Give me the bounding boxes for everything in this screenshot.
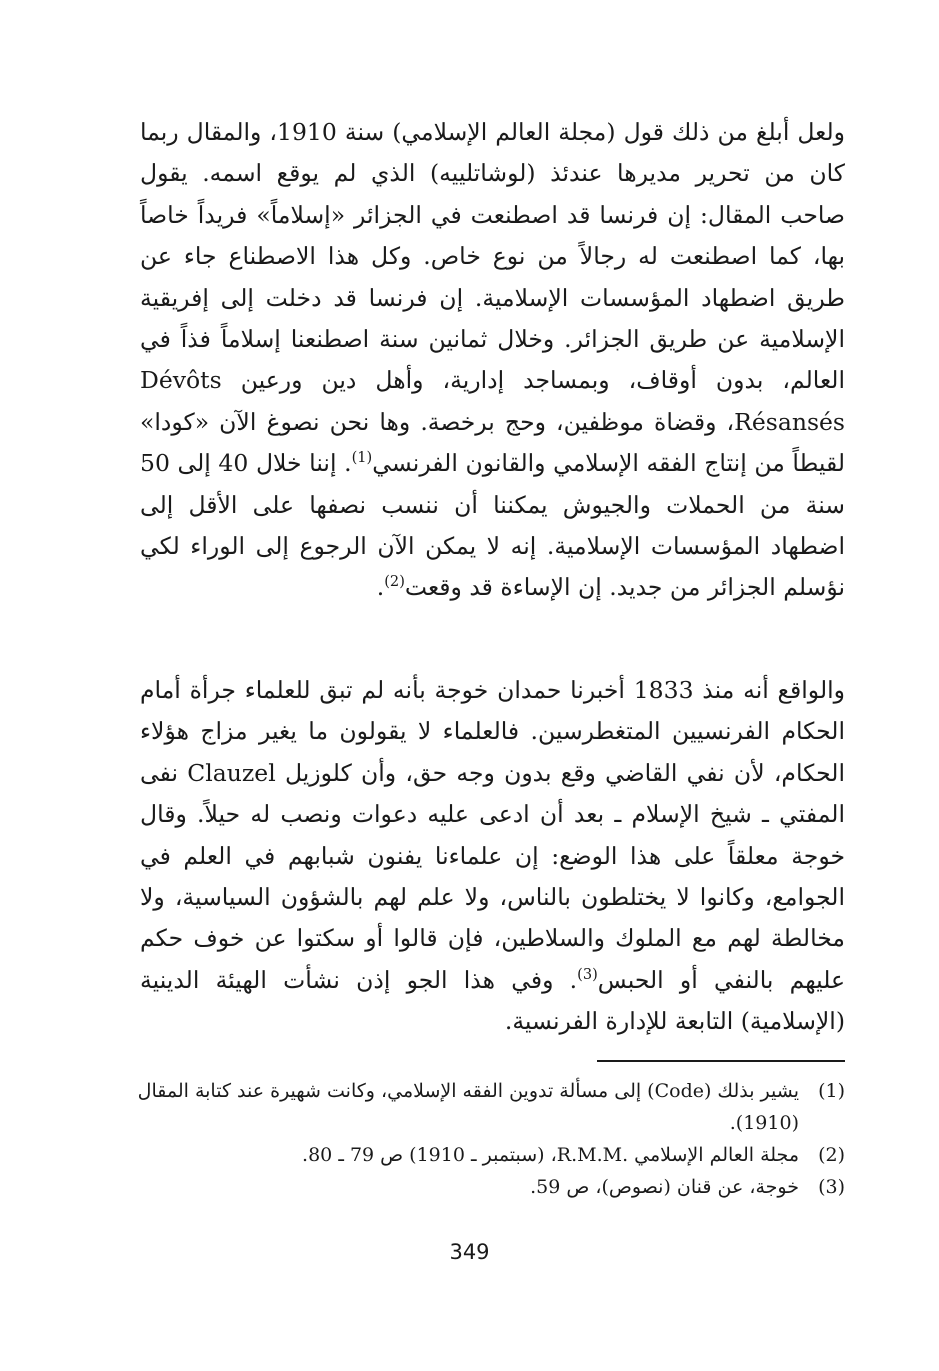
paragraph-2-text: والواقع أنه منذ 1833 أخبرنا حمدان خوجة بأنه لم تبق للعلماء جرأة أمام الحكام الفرنسيين المتغطرسين. فالعلماء لا يقولون ما يغير مزاج هؤلاء الحكام، لأن نفي القاضي وقع بدون وجه حق، وأن كلوزيل Clauzel نفى المفتي ـ شيخ الإسلام ـ بعد أن ادعى عليه دعوات ونصب له حيلاً. وقال خوجة معلقاً على هذا الوضع: إن علماءنا يفنون شبابهم في العلم في الجوامع، وكانوا لا يختلطون بالناس، ولا علم لهم بالشؤون السياسية، ولا مخالطة لهم مع الملوك والسلاطين، فإن قالوا أو سكتوا عن خوف حكم عليهم بالنفي أو الحبس xyxy=(140,676,846,994)
footnote-item xyxy=(120,1139,845,1171)
body-paragraph-2 xyxy=(140,670,845,1043)
paragraph-1-text-b: . إننا خلال 40 إلى 50 سنة من الحملات والجيوش يمكننا أن ننسب نصفها على الأقل إلى اضطهاد المؤسسات الإسلامية. إنه لا يمكن الآن الرجوع إلى الوراء لكي نؤسلم الجزائر من جديد. إن الإساءة قد وقعت xyxy=(140,449,845,602)
footnote-separator xyxy=(597,1060,845,1062)
footnote-text: خوجة، عن قنان (نصوص)، ص 59. xyxy=(530,1176,799,1198)
paragraph-1-text-c: . xyxy=(376,573,385,602)
body-paragraph-1 xyxy=(140,112,845,609)
page-number: 349 xyxy=(449,1240,490,1264)
footnote-number: (1) xyxy=(818,1080,845,1102)
footnote-ref-3[interactable]: (3) xyxy=(577,966,598,984)
footnote-number: (2) xyxy=(818,1144,845,1166)
footnote-text: يشير بذلك (Code) إلى مسألة تدوين الفقه الإسلامي، وكانت شهيرة عند كتابة المقال (1910). xyxy=(137,1080,799,1134)
footnotes-list xyxy=(120,1075,845,1203)
footnote-ref-2[interactable]: (2) xyxy=(384,573,405,591)
footnote-item xyxy=(120,1075,845,1139)
paragraph-2-text-b: . وفي هذا الجو إذن نشأت الهيئة الدينية (الإسلامية) التابعة للإدارة الفرنسية. xyxy=(140,965,845,1036)
footnote-number: (3) xyxy=(818,1176,845,1198)
paragraph-1-text: ولعل أبلغ من ذلك قول (مجلة العالم الإسلامي) سنة 1910، والمقال ربما كان من تحرير مديرها عندئذ (لوشاتلييه) الذي لم يوقع اسمه. يقول صاحب المقال: إن فرنسا قد اصطنعت في الجزائر «إسلاماً» فريداً خاصاً بها، كما اصطنعت له رجالاً من نوع خاص. وكل هذا الاصطناع جاء عن طريق اضطهاد المؤسسات الإسلامية. إن فرنسا قد دخلت إلى إفريقية الإسلامية عن طريق الجزائر. وخلال ثمانين سنة اصطنعنا إسلاماً فذاً في العالم، بدون أوقاف، وبمساجد إدارية، وأهل دين ورعين Dévôts Résansés، وقضاة موظفين، وحج برخصة. وها نحن نصوغ الآن «كودا» لقيطاً من إنتاج الفقه الإسلامي والقانون الفرنسي xyxy=(140,118,846,478)
footnote-ref-1[interactable]: (1) xyxy=(351,449,373,467)
footnote-text: مجلة العالم الإسلامي .R.M.M، (سبتمبر ـ 1910) ص 79 ـ 80. xyxy=(302,1144,799,1166)
footnote-item xyxy=(120,1171,845,1203)
